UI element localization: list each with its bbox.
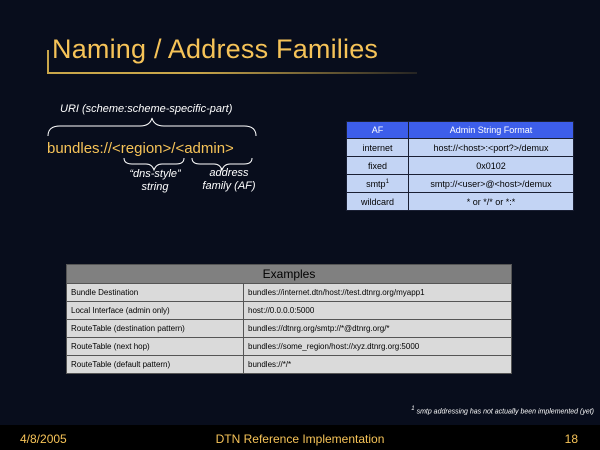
af-table-row: [347, 139, 574, 157]
uri-label: URI (scheme:scheme-specific-part): [60, 103, 233, 115]
dns-style-annotation: [118, 168, 192, 194]
slide-number: 18: [564, 432, 578, 446]
bundle-prefix: bundles://: [47, 140, 113, 157]
footer-date: 4/8/2005: [20, 432, 67, 446]
af-table-row: [347, 175, 574, 193]
af-format-cell: smtp://<user>@<host>/demux: [409, 175, 574, 193]
af-header-format: Admin String Format: [409, 122, 574, 139]
af-note-line1: address: [209, 167, 249, 179]
af-table-header-row: [347, 122, 574, 139]
address-family-annotation: [188, 167, 270, 193]
example-label: RouteTable (destination pattern): [67, 320, 244, 338]
dns-note-line2: string: [141, 181, 169, 193]
example-label: Local Interface (admin only): [67, 302, 244, 320]
example-value: bundles://dtnrg.org/smtp://*@dtnrg.org/*: [244, 320, 512, 338]
af-format-cell: host://<host>:<port?>/demux: [409, 139, 574, 157]
bundle-admin: <admin>: [175, 140, 234, 157]
af-note-line2: family (AF): [202, 180, 256, 192]
slide-title: Naming / Address Families: [52, 34, 379, 64]
example-value: bundles://internet.dtn/host://test.dtnrg.org/myapp1: [244, 284, 512, 302]
bundle-region: <region>: [112, 140, 172, 157]
footnote-marker: 1: [385, 178, 389, 185]
table-row: [67, 320, 512, 338]
af-header-af: AF: [347, 122, 409, 139]
table-row: [67, 356, 512, 374]
bundle-separator: /: [171, 140, 176, 157]
example-value: bundles://*/*: [244, 356, 512, 374]
dns-note-line1: “dns-style”: [129, 168, 181, 180]
af-name-cell: [347, 175, 409, 193]
example-label: Bundle Destination: [67, 284, 244, 302]
af-format-cell: * or */* or *:*: [409, 193, 574, 211]
af-name: smtp: [366, 178, 386, 189]
af-name: fixed: [367, 160, 387, 171]
af-name: internet: [362, 142, 393, 153]
example-value: bundles://some_region/host://xyz.dtnrg.org:5000: [244, 338, 512, 356]
bundle-uri-template: [47, 140, 234, 157]
example-label: RouteTable (next hop): [67, 338, 244, 356]
af-name-cell: [347, 139, 409, 157]
example-label: RouteTable (default pattern): [67, 356, 244, 374]
af-format-cell: 0x0102: [409, 157, 574, 175]
title-underline: [47, 72, 417, 74]
examples-table: [66, 264, 512, 374]
footnote-number: 1: [411, 406, 415, 412]
footnote: [372, 406, 594, 415]
examples-header-row: [67, 265, 512, 284]
af-name: wildcard: [360, 196, 394, 207]
title-accent-bar: [47, 50, 49, 74]
footer-title: DTN Reference Implementation: [215, 432, 385, 446]
af-name-cell: [347, 193, 409, 211]
example-value: host://0.0.0.0:5000: [244, 302, 512, 320]
examples-header: Examples: [67, 265, 512, 284]
af-table-row: [347, 157, 574, 175]
table-row: [67, 338, 512, 356]
af-name-cell: [347, 157, 409, 175]
table-row: [67, 302, 512, 320]
af-table-row: [347, 193, 574, 211]
address-family-table: [346, 121, 574, 211]
footnote-text: smtp addressing has not actually been implemented (yet): [414, 408, 594, 416]
uri-brace: [48, 118, 256, 136]
table-row: [67, 284, 512, 302]
slide-footer: [0, 425, 600, 450]
